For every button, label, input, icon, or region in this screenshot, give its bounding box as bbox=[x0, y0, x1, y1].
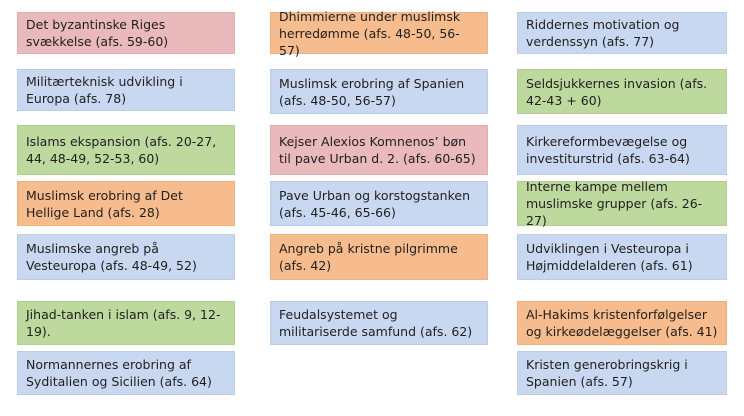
card-text: Militærteknisk udvikling i Europa (afs. 78) bbox=[26, 74, 183, 106]
card-normans bbox=[17, 351, 235, 395]
card-military-tech bbox=[17, 69, 235, 111]
card-reconquista bbox=[517, 351, 727, 395]
card-church-reform bbox=[517, 125, 727, 175]
card-text: Kirkereformbevægelse og investiturstrid (afs. 63-64) bbox=[526, 134, 690, 166]
card-text: Muslimske angreb på Vesteuropa (afs. 48-49, 52) bbox=[26, 241, 197, 273]
card-text: Muslimsk erobring af Det Hellige Land (afs. 28) bbox=[26, 187, 183, 220]
card-dhimmi bbox=[270, 8, 488, 58]
card-western-europe-development bbox=[517, 234, 727, 280]
card-text: Udviklingen i Vesteuropa i Højmiddelalderen (afs. 61) bbox=[526, 241, 693, 273]
card-urban-crusade bbox=[270, 181, 488, 226]
card-text: Kejser Alexios Komnenos’ bøn til pave Urban d. 2. (afs. 60-65) bbox=[279, 134, 476, 166]
card-text: Jihad-tanken i islam (afs. 9, 12-19). bbox=[26, 307, 221, 339]
card-text: Angreb på kristne pilgrimme (afs. 42) bbox=[279, 241, 458, 273]
card-text: Riddernes motivation og verdenssyn (afs. 77) bbox=[526, 17, 680, 49]
card-al-hakim bbox=[517, 301, 727, 345]
card-internal-muslim-conflicts bbox=[517, 181, 727, 226]
card-text: Normannernes erobring af Syditalien og Sicilien (afs. 64) bbox=[26, 357, 212, 389]
card-text: Det byzantinske Riges svækkelse (afs. 59-60) bbox=[26, 17, 169, 49]
card-text: Feudalsystemet og militariserde samfund (afs. 62) bbox=[279, 307, 473, 339]
card-text: Al-Hakims kristenforfølgelser og kirkeødelæggelser (afs. 41) bbox=[526, 307, 718, 339]
card-pilgrim-attacks bbox=[270, 234, 488, 280]
card-islam-expansion bbox=[17, 125, 235, 175]
card-text: Dhimmierne under muslimsk herredømme (afs. 48-50, 56-57) bbox=[279, 8, 461, 58]
card-spain-conquest bbox=[270, 69, 488, 114]
card-text: Islams ekspansion (afs. 20-27, 44, 48-49, 52-53, 60) bbox=[26, 134, 217, 166]
card-text: Seldsjukkernes invasion (afs. 42-43 + 60) bbox=[526, 75, 708, 108]
card-text: Interne kampe mellem muslimske grupper (afs. 26-27) bbox=[526, 179, 703, 228]
card-holy-land-conquest bbox=[17, 181, 235, 226]
card-byzantine-decline bbox=[17, 12, 235, 54]
card-knights-motivation bbox=[517, 12, 727, 54]
card-text: Pave Urban og korstogstanken (afs. 45-46, 65-66) bbox=[279, 187, 471, 220]
card-jihad bbox=[17, 301, 235, 345]
card-seljuk-invasion bbox=[517, 69, 727, 114]
card-text: Kristen generobringskrig i Spanien (afs. 57) bbox=[526, 357, 688, 389]
card-text: Muslimsk erobring af Spanien (afs. 48-50, 56-57) bbox=[279, 75, 465, 108]
card-feudalism bbox=[270, 301, 488, 345]
card-alexios-plea bbox=[270, 125, 488, 175]
card-muslim-attacks-europe bbox=[17, 234, 235, 280]
